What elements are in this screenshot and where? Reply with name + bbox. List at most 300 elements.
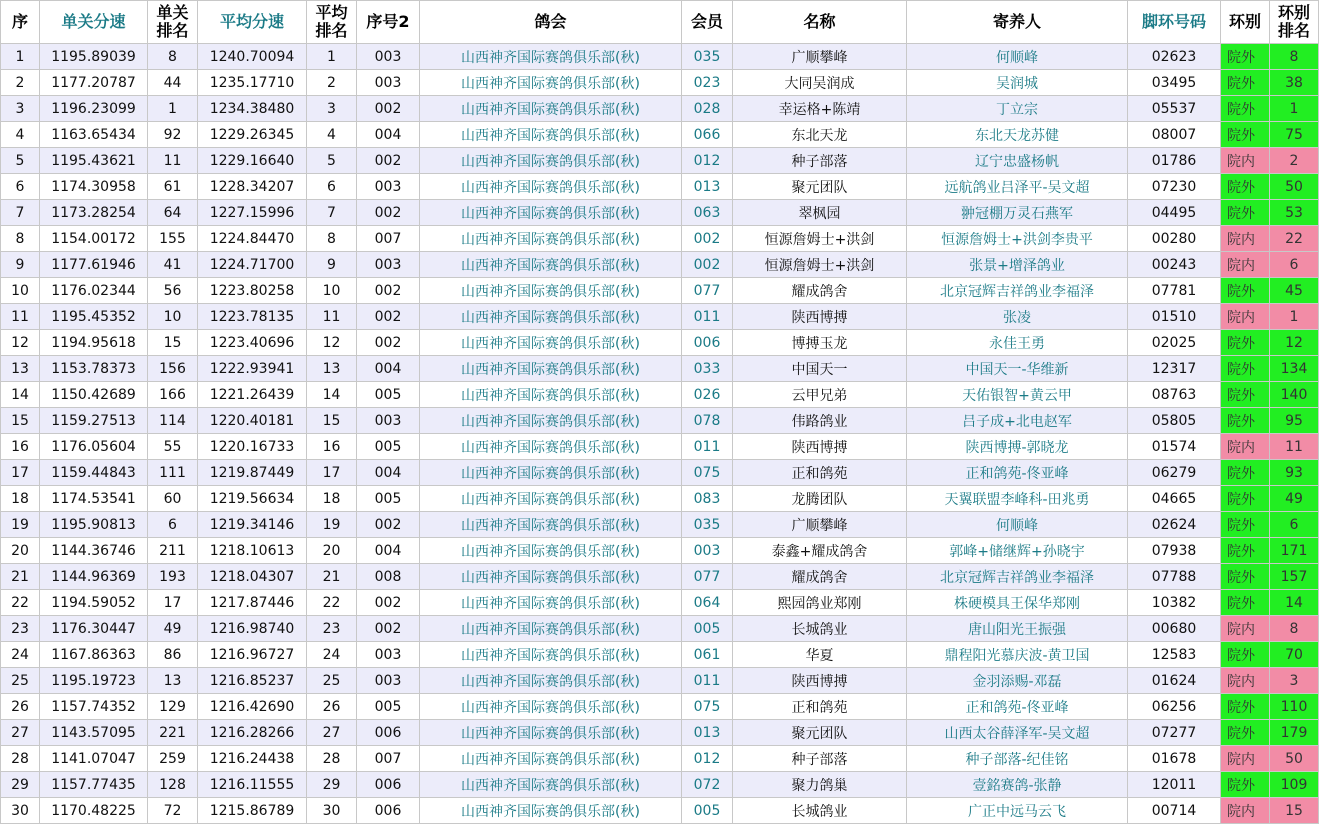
cell-club-link[interactable]: 山西神齐国际赛鸽俱乐部(秋): [420, 330, 682, 356]
table-row: [1, 44, 1319, 70]
cell-single-speed: 1144.36746: [40, 538, 148, 564]
cell-single-rank: 41: [148, 252, 198, 278]
cell-zone: 院内: [1221, 746, 1270, 772]
cell-keeper-link[interactable]: 丁立宗: [907, 96, 1128, 122]
header-name: 名称: [733, 1, 907, 44]
cell-ring: 07788: [1128, 564, 1221, 590]
cell-name: 龙腾团队: [733, 486, 907, 512]
table-row: [1, 564, 1319, 590]
cell-name: 耀成鸽舍: [733, 278, 907, 304]
cell-name: 种子部落: [733, 148, 907, 174]
cell-club-link[interactable]: 山西神齐国际赛鸽俱乐部(秋): [420, 616, 682, 642]
cell-single-rank: 1: [148, 96, 198, 122]
cell-name: 大同吴润成: [733, 70, 907, 96]
cell-member-link[interactable]: 028: [682, 96, 733, 122]
cell-member-link[interactable]: 006: [682, 330, 733, 356]
cell-ring: 01786: [1128, 148, 1221, 174]
cell-club-link[interactable]: 山西神齐国际赛鸽俱乐部(秋): [420, 382, 682, 408]
cell-member-link[interactable]: 035: [682, 44, 733, 70]
cell-avg-speed: 1216.96727: [198, 642, 307, 668]
table-row: [1, 486, 1319, 512]
cell-member-link[interactable]: 063: [682, 200, 733, 226]
cell-zone: 院内: [1221, 434, 1270, 460]
cell-keeper-link[interactable]: 何顺峰: [907, 512, 1128, 538]
cell-club-link[interactable]: 山西神齐国际赛鸽俱乐部(秋): [420, 356, 682, 382]
table-row: [1, 694, 1319, 720]
cell-single-rank: 155: [148, 226, 198, 252]
cell-club-link[interactable]: 山西神齐国际赛鸽俱乐部(秋): [420, 668, 682, 694]
cell-zone-rank: 93: [1270, 460, 1319, 486]
cell-name: 长城鸽业: [733, 616, 907, 642]
cell-club-link[interactable]: 山西神齐国际赛鸽俱乐部(秋): [420, 200, 682, 226]
cell-member-link[interactable]: 005: [682, 798, 733, 824]
cell-single-rank: 11: [148, 148, 198, 174]
cell-avg-rank: 28: [307, 746, 357, 772]
cell-avg-speed: 1227.15996: [198, 200, 307, 226]
cell-single-speed: 1174.30958: [40, 174, 148, 200]
cell-club-link[interactable]: 山西神齐国际赛鸽俱乐部(秋): [420, 720, 682, 746]
cell-avg-speed: 1229.16640: [198, 148, 307, 174]
cell-name: 恒源詹姆士+洪剑: [733, 226, 907, 252]
cell-ring: 06256: [1128, 694, 1221, 720]
table-row: [1, 356, 1319, 382]
cell-ring: 00714: [1128, 798, 1221, 824]
cell-seq2: 005: [357, 486, 420, 512]
cell-name: 正和鸽苑: [733, 460, 907, 486]
cell-ring: 05537: [1128, 96, 1221, 122]
cell-member-link[interactable]: 002: [682, 226, 733, 252]
cell-keeper-link[interactable]: 恒源詹姆士+洪剑李贵平: [907, 226, 1128, 252]
cell-club-link[interactable]: 山西神齐国际赛鸽俱乐部(秋): [420, 460, 682, 486]
cell-member-link[interactable]: 023: [682, 70, 733, 96]
cell-seq: 6: [1, 174, 40, 200]
cell-name: 种子部落: [733, 746, 907, 772]
cell-seq: 29: [1, 772, 40, 798]
cell-club-link[interactable]: 山西神齐国际赛鸽俱乐部(秋): [420, 538, 682, 564]
table-row: [1, 616, 1319, 642]
cell-club-link[interactable]: 山西神齐国际赛鸽俱乐部(秋): [420, 512, 682, 538]
cell-single-speed: 1154.00172: [40, 226, 148, 252]
cell-club-link[interactable]: 山西神齐国际赛鸽俱乐部(秋): [420, 226, 682, 252]
cell-zone-rank: 50: [1270, 746, 1319, 772]
cell-zone: 院内: [1221, 668, 1270, 694]
cell-keeper-link[interactable]: 正和鸽苑-佟亚峰: [907, 694, 1128, 720]
cell-zone: 院外: [1221, 70, 1270, 96]
cell-ring: 01574: [1128, 434, 1221, 460]
cell-zone-rank: 14: [1270, 590, 1319, 616]
cell-seq2: 005: [357, 382, 420, 408]
cell-club-link[interactable]: 山西神齐国际赛鸽俱乐部(秋): [420, 798, 682, 824]
cell-zone-rank: 22: [1270, 226, 1319, 252]
cell-single-speed: 1195.19723: [40, 668, 148, 694]
cell-single-rank: 44: [148, 70, 198, 96]
cell-member-link[interactable]: 078: [682, 408, 733, 434]
cell-single-rank: 156: [148, 356, 198, 382]
cell-seq: 18: [1, 486, 40, 512]
cell-keeper-link[interactable]: 郭峰+储继辉+孙晓宇: [907, 538, 1128, 564]
table-row: [1, 434, 1319, 460]
cell-club-link[interactable]: 山西神齐国际赛鸽俱乐部(秋): [420, 96, 682, 122]
cell-zone: 院外: [1221, 460, 1270, 486]
cell-member-link[interactable]: 061: [682, 642, 733, 668]
cell-single-rank: 61: [148, 174, 198, 200]
cell-avg-rank: 20: [307, 538, 357, 564]
table-row: [1, 590, 1319, 616]
cell-keeper-link[interactable]: 东北天龙苏健: [907, 122, 1128, 148]
cell-zone: 院外: [1221, 720, 1270, 746]
cell-member-link[interactable]: 083: [682, 486, 733, 512]
cell-avg-rank: 1: [307, 44, 357, 70]
cell-zone-rank: 8: [1270, 616, 1319, 642]
cell-single-speed: 1141.07047: [40, 746, 148, 772]
cell-club-link[interactable]: 山西神齐国际赛鸽俱乐部(秋): [420, 252, 682, 278]
cell-keeper-link[interactable]: 广正中远马云飞: [907, 798, 1128, 824]
cell-seq: 7: [1, 200, 40, 226]
cell-keeper-link[interactable]: 辽宁忠盛杨帆: [907, 148, 1128, 174]
cell-member-link[interactable]: 013: [682, 720, 733, 746]
cell-member-link[interactable]: 066: [682, 122, 733, 148]
cell-keeper-link[interactable]: 北京冠辉吉祥鸽业李福泽: [907, 564, 1128, 590]
cell-avg-speed: 1219.87449: [198, 460, 307, 486]
header-avg-speed[interactable]: 平均分速: [198, 1, 307, 44]
table-row: [1, 720, 1319, 746]
cell-zone: 院外: [1221, 382, 1270, 408]
cell-ring: 12011: [1128, 772, 1221, 798]
cell-keeper-link[interactable]: 天佑银智+黄云甲: [907, 382, 1128, 408]
cell-avg-speed: 1218.04307: [198, 564, 307, 590]
cell-zone: 院外: [1221, 408, 1270, 434]
cell-club-link[interactable]: 山西神齐国际赛鸽俱乐部(秋): [420, 304, 682, 330]
cell-name: 广顺攀峰: [733, 44, 907, 70]
cell-single-rank: 129: [148, 694, 198, 720]
cell-seq2: 007: [357, 226, 420, 252]
cell-club-link[interactable]: 山西神齐国际赛鸽俱乐部(秋): [420, 486, 682, 512]
cell-member-link[interactable]: 072: [682, 772, 733, 798]
cell-zone: 院外: [1221, 694, 1270, 720]
cell-seq2: 002: [357, 148, 420, 174]
cell-seq2: 003: [357, 70, 420, 96]
cell-club-link[interactable]: 山西神齐国际赛鸽俱乐部(秋): [420, 278, 682, 304]
cell-club-link[interactable]: 山西神齐国际赛鸽俱乐部(秋): [420, 434, 682, 460]
cell-single-rank: 15: [148, 330, 198, 356]
cell-club-link[interactable]: 山西神齐国际赛鸽俱乐部(秋): [420, 44, 682, 70]
cell-single-speed: 1194.59052: [40, 590, 148, 616]
cell-name: 陕西博搏: [733, 434, 907, 460]
table-row: [1, 252, 1319, 278]
cell-member-link[interactable]: 033: [682, 356, 733, 382]
cell-member-link[interactable]: 075: [682, 460, 733, 486]
cell-seq: 11: [1, 304, 40, 330]
cell-seq: 16: [1, 434, 40, 460]
cell-member-link[interactable]: 013: [682, 174, 733, 200]
cell-single-rank: 128: [148, 772, 198, 798]
cell-avg-rank: 30: [307, 798, 357, 824]
cell-name: 泰鑫+耀成鸽舍: [733, 538, 907, 564]
cell-zone-rank: 11: [1270, 434, 1319, 460]
cell-single-rank: 211: [148, 538, 198, 564]
cell-keeper-link[interactable]: 张凌: [907, 304, 1128, 330]
header-keeper: 寄养人: [907, 1, 1128, 44]
cell-club-link[interactable]: 山西神齐国际赛鸽俱乐部(秋): [420, 746, 682, 772]
cell-member-link[interactable]: 002: [682, 252, 733, 278]
cell-club-link[interactable]: 山西神齐国际赛鸽俱乐部(秋): [420, 70, 682, 96]
cell-avg-speed: 1222.93941: [198, 356, 307, 382]
cell-ring: 00680: [1128, 616, 1221, 642]
cell-zone-rank: 6: [1270, 252, 1319, 278]
cell-member-link[interactable]: 026: [682, 382, 733, 408]
cell-member-link[interactable]: 011: [682, 304, 733, 330]
cell-seq: 17: [1, 460, 40, 486]
cell-seq: 4: [1, 122, 40, 148]
table-row: [1, 798, 1319, 824]
cell-zone: 院外: [1221, 200, 1270, 226]
cell-avg-speed: 1219.34146: [198, 512, 307, 538]
cell-keeper-link[interactable]: 翀冠棚万灵石燕军: [907, 200, 1128, 226]
cell-zone-rank: 75: [1270, 122, 1319, 148]
cell-member-link[interactable]: 003: [682, 538, 733, 564]
cell-club-link[interactable]: 山西神齐国际赛鸽俱乐部(秋): [420, 122, 682, 148]
cell-single-rank: 56: [148, 278, 198, 304]
cell-seq: 1: [1, 44, 40, 70]
cell-seq: 5: [1, 148, 40, 174]
cell-single-speed: 1157.74352: [40, 694, 148, 720]
cell-keeper-link[interactable]: 金羽添赐-邓磊: [907, 668, 1128, 694]
cell-name: 东北天龙: [733, 122, 907, 148]
cell-club-link[interactable]: 山西神齐国际赛鸽俱乐部(秋): [420, 590, 682, 616]
cell-club-link[interactable]: 山西神齐国际赛鸽俱乐部(秋): [420, 772, 682, 798]
cell-name: 华夏: [733, 642, 907, 668]
cell-ring: 07938: [1128, 538, 1221, 564]
header-zone: 环别: [1221, 1, 1270, 44]
cell-zone-rank: 38: [1270, 70, 1319, 96]
cell-seq2: 005: [357, 434, 420, 460]
cell-avg-speed: 1218.10613: [198, 538, 307, 564]
cell-single-rank: 64: [148, 200, 198, 226]
cell-zone-rank: 45: [1270, 278, 1319, 304]
cell-name: 陕西博搏: [733, 304, 907, 330]
header-zone-rank: 环别 排名: [1270, 1, 1319, 44]
cell-keeper-link[interactable]: 永佳王勇: [907, 330, 1128, 356]
cell-avg-speed: 1216.42690: [198, 694, 307, 720]
header-avg-rank: 平均 排名: [307, 1, 357, 44]
cell-keeper-link[interactable]: 中国天一-华维新: [907, 356, 1128, 382]
cell-seq: 9: [1, 252, 40, 278]
cell-seq2: 005: [357, 694, 420, 720]
cell-single-rank: 92: [148, 122, 198, 148]
cell-seq2: 002: [357, 278, 420, 304]
cell-single-rank: 166: [148, 382, 198, 408]
cell-ring: 00280: [1128, 226, 1221, 252]
cell-ring: 01678: [1128, 746, 1221, 772]
cell-zone: 院外: [1221, 512, 1270, 538]
cell-avg-rank: 24: [307, 642, 357, 668]
cell-member-link[interactable]: 012: [682, 746, 733, 772]
cell-avg-speed: 1216.11555: [198, 772, 307, 798]
cell-seq2: 002: [357, 616, 420, 642]
cell-single-rank: 6: [148, 512, 198, 538]
cell-zone-rank: 15: [1270, 798, 1319, 824]
cell-seq2: 003: [357, 408, 420, 434]
cell-zone: 院内: [1221, 798, 1270, 824]
cell-zone-rank: 134: [1270, 356, 1319, 382]
cell-keeper-link[interactable]: 陕西博搏-郭晓龙: [907, 434, 1128, 460]
cell-avg-rank: 16: [307, 434, 357, 460]
cell-keeper-link[interactable]: 壹銘赛鸽-张静: [907, 772, 1128, 798]
cell-avg-rank: 10: [307, 278, 357, 304]
table-row: [1, 642, 1319, 668]
cell-single-speed: 1195.89039: [40, 44, 148, 70]
cell-avg-speed: 1217.87446: [198, 590, 307, 616]
cell-single-speed: 1176.30447: [40, 616, 148, 642]
cell-keeper-link[interactable]: 山西太谷薛泽军-吴文超: [907, 720, 1128, 746]
cell-single-speed: 1177.61946: [40, 252, 148, 278]
cell-club-link[interactable]: 山西神齐国际赛鸽俱乐部(秋): [420, 408, 682, 434]
cell-zone: 院外: [1221, 44, 1270, 70]
cell-keeper-link[interactable]: 吕子成+北电赵军: [907, 408, 1128, 434]
cell-keeper-link[interactable]: 天翼联盟李峰科-田兆勇: [907, 486, 1128, 512]
cell-single-rank: 193: [148, 564, 198, 590]
cell-avg-speed: 1223.40696: [198, 330, 307, 356]
cell-avg-rank: 3: [307, 96, 357, 122]
cell-zone-rank: 2: [1270, 148, 1319, 174]
cell-seq2: 004: [357, 460, 420, 486]
cell-keeper-link[interactable]: 种子部落-纪佳铭: [907, 746, 1128, 772]
cell-keeper-link[interactable]: 张景+增泽鸽业: [907, 252, 1128, 278]
cell-name: 翠枫园: [733, 200, 907, 226]
cell-seq2: 008: [357, 564, 420, 590]
cell-member-link[interactable]: 064: [682, 590, 733, 616]
cell-member-link[interactable]: 077: [682, 564, 733, 590]
header-ring[interactable]: 脚环号码: [1128, 1, 1221, 44]
table-row: [1, 538, 1319, 564]
cell-club-link[interactable]: 山西神齐国际赛鸽俱乐部(秋): [420, 694, 682, 720]
cell-seq: 28: [1, 746, 40, 772]
cell-keeper-link[interactable]: 鼎程阳光慕庆波-黄卫国: [907, 642, 1128, 668]
cell-zone: 院外: [1221, 772, 1270, 798]
cell-single-speed: 1176.02344: [40, 278, 148, 304]
cell-name: 中国天一: [733, 356, 907, 382]
cell-member-link[interactable]: 077: [682, 278, 733, 304]
cell-avg-speed: 1240.70094: [198, 44, 307, 70]
cell-single-speed: 1157.77435: [40, 772, 148, 798]
cell-name: 正和鸽苑: [733, 694, 907, 720]
cell-zone-rank: 95: [1270, 408, 1319, 434]
cell-single-rank: 49: [148, 616, 198, 642]
cell-ring: 03495: [1128, 70, 1221, 96]
cell-ring: 01624: [1128, 668, 1221, 694]
cell-keeper-link[interactable]: 何顺峰: [907, 44, 1128, 70]
cell-single-speed: 1196.23099: [40, 96, 148, 122]
cell-member-link[interactable]: 011: [682, 668, 733, 694]
cell-member-link[interactable]: 005: [682, 616, 733, 642]
cell-club-link[interactable]: 山西神齐国际赛鸽俱乐部(秋): [420, 174, 682, 200]
cell-club-link[interactable]: 山西神齐国际赛鸽俱乐部(秋): [420, 564, 682, 590]
cell-club-link[interactable]: 山西神齐国际赛鸽俱乐部(秋): [420, 148, 682, 174]
cell-member-link[interactable]: 011: [682, 434, 733, 460]
cell-avg-rank: 27: [307, 720, 357, 746]
table-row: [1, 122, 1319, 148]
cell-single-speed: 1177.20787: [40, 70, 148, 96]
cell-keeper-link[interactable]: 远航鸽业吕泽平-吴文超: [907, 174, 1128, 200]
cell-single-rank: 111: [148, 460, 198, 486]
cell-ring: 02025: [1128, 330, 1221, 356]
header-single-rank: 单关 排名: [148, 1, 198, 44]
cell-zone-rank: 1: [1270, 96, 1319, 122]
cell-single-rank: 17: [148, 590, 198, 616]
cell-zone: 院外: [1221, 174, 1270, 200]
cell-keeper-link[interactable]: 株硬模具王保华郑刚: [907, 590, 1128, 616]
cell-avg-rank: 22: [307, 590, 357, 616]
cell-ring: 08763: [1128, 382, 1221, 408]
cell-seq: 14: [1, 382, 40, 408]
cell-seq: 15: [1, 408, 40, 434]
cell-single-rank: 114: [148, 408, 198, 434]
cell-avg-rank: 2: [307, 70, 357, 96]
cell-zone: 院外: [1221, 590, 1270, 616]
cell-single-speed: 1159.44843: [40, 460, 148, 486]
cell-keeper-link[interactable]: 北京冠辉吉祥鸽业李福泽: [907, 278, 1128, 304]
cell-seq: 10: [1, 278, 40, 304]
cell-seq2: 003: [357, 668, 420, 694]
cell-name: 伟路鸽业: [733, 408, 907, 434]
table-row: [1, 70, 1319, 96]
cell-avg-speed: 1229.26345: [198, 122, 307, 148]
cell-zone: 院外: [1221, 356, 1270, 382]
cell-single-speed: 1174.53541: [40, 486, 148, 512]
cell-avg-rank: 17: [307, 460, 357, 486]
cell-zone-rank: 110: [1270, 694, 1319, 720]
cell-member-link[interactable]: 012: [682, 148, 733, 174]
cell-seq: 2: [1, 70, 40, 96]
cell-name: 陕西博搏: [733, 668, 907, 694]
header-member: 会员: [682, 1, 733, 44]
cell-avg-speed: 1215.86789: [198, 798, 307, 824]
table-row: [1, 304, 1319, 330]
header-single-speed[interactable]: 单关分速: [40, 1, 148, 44]
cell-zone-rank: 8: [1270, 44, 1319, 70]
cell-avg-rank: 18: [307, 486, 357, 512]
cell-single-speed: 1173.28254: [40, 200, 148, 226]
cell-member-link[interactable]: 075: [682, 694, 733, 720]
cell-ring: 04495: [1128, 200, 1221, 226]
cell-single-speed: 1153.78373: [40, 356, 148, 382]
cell-ring: 01510: [1128, 304, 1221, 330]
cell-ring: 12317: [1128, 356, 1221, 382]
table-body: [1, 44, 1319, 824]
cell-single-speed: 1195.45352: [40, 304, 148, 330]
cell-avg-rank: 4: [307, 122, 357, 148]
cell-keeper-link[interactable]: 正和鸽苑-佟亚峰: [907, 460, 1128, 486]
cell-zone: 院外: [1221, 642, 1270, 668]
cell-keeper-link[interactable]: 吴润城: [907, 70, 1128, 96]
cell-avg-rank: 21: [307, 564, 357, 590]
header-club: 鸽会: [420, 1, 682, 44]
cell-keeper-link[interactable]: 唐山阳光王振强: [907, 616, 1128, 642]
cell-club-link[interactable]: 山西神齐国际赛鸽俱乐部(秋): [420, 642, 682, 668]
cell-member-link[interactable]: 035: [682, 512, 733, 538]
cell-avg-speed: 1216.85237: [198, 668, 307, 694]
cell-avg-speed: 1219.56634: [198, 486, 307, 512]
cell-avg-rank: 23: [307, 616, 357, 642]
header-row: [1, 1, 1319, 44]
cell-seq: 20: [1, 538, 40, 564]
table-row: [1, 512, 1319, 538]
cell-name: 恒源詹姆士+洪剑: [733, 252, 907, 278]
cell-seq2: 002: [357, 590, 420, 616]
cell-avg-speed: 1221.26439: [198, 382, 307, 408]
cell-seq2: 004: [357, 122, 420, 148]
cell-ring: 00243: [1128, 252, 1221, 278]
